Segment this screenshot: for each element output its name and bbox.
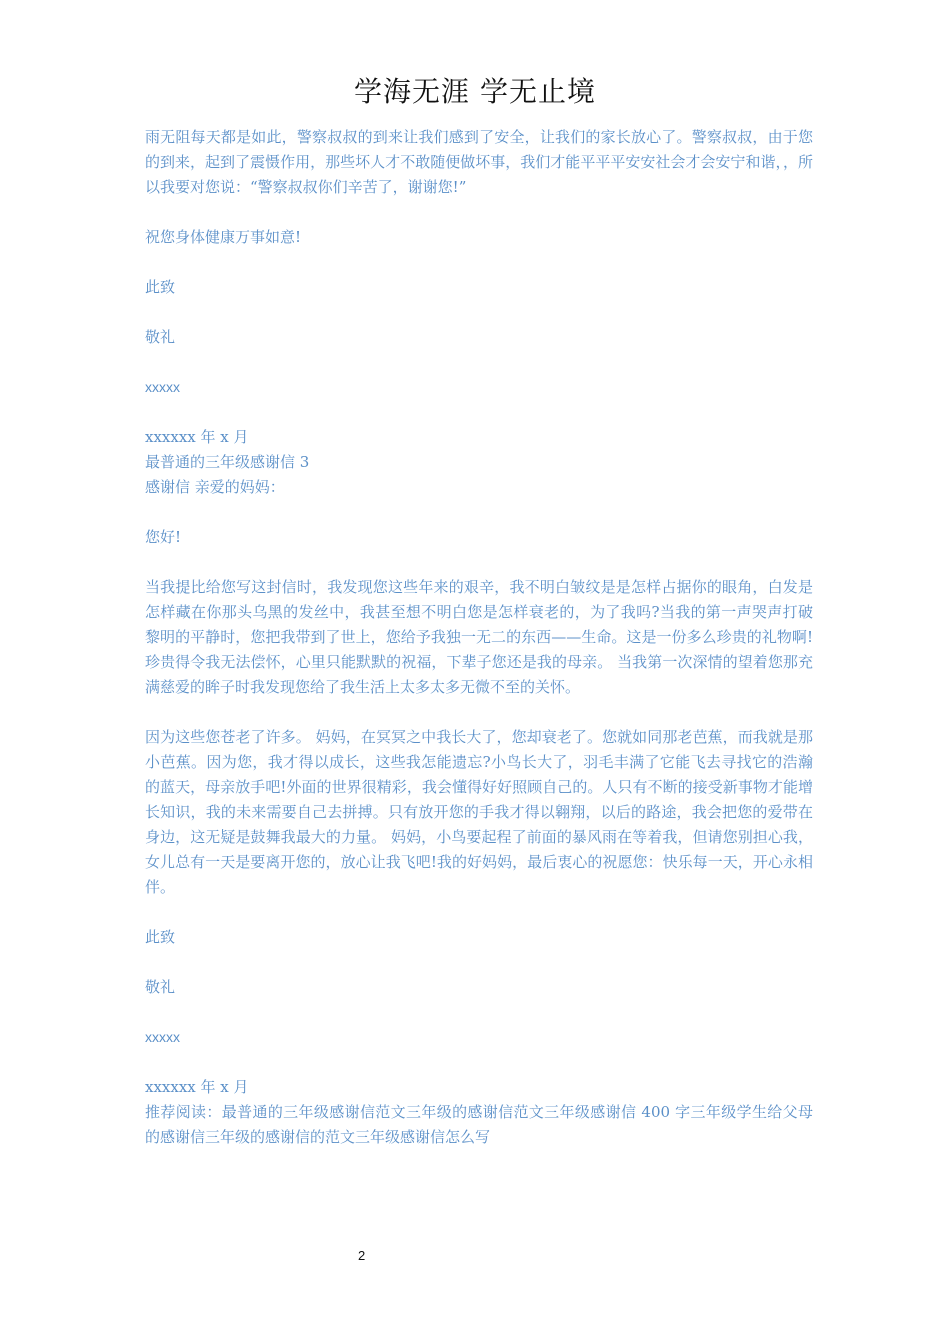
letter-date: xxxxxx 年 x 月	[145, 1078, 249, 1096]
letter-closing-paragraph: 雨无阻每天都是如此，警察叔叔的到来让我们感到了安全，让我们的家长放心了。警察叔叔，由于您的到来，起到了震慑作用，那些坏人才不敢随便做坏事，我们才能平平平安安社会才会安宁和谐，，所以我要对您说：“警察叔叔你们辛苦了，谢谢您!”	[145, 128, 813, 196]
letter-salutation-cizhi: 此致	[145, 928, 176, 946]
page-header-title: 学海无涯 学无止境	[354, 75, 596, 108]
letter-paragraph-1: 当我提比给您写这封信时，我发现您这些年来的艰辛，我不明白皱纹是是怎样占据你的眼角，白发是怎样藏在你那头乌黑的发丝中，我甚至想不明白您是怎样衰老的，为了我吗?当我的第一声哭声打破黎明的平静时，您把我带到了世上，您给予我独一无二的东西——生命。这是一份多么珍贵的礼物啊!珍贵得令我无法偿怀，心里只能默默的祝福，下辈子您还是我的母亲。 当我第一次深情的望着您那充满慈爱的眸子时我发现您给了我生活上太多太多无微不至的关怀。	[145, 578, 813, 696]
letter-salutation-jingli: 敬礼	[145, 328, 176, 346]
letter-wish: 祝您身体健康万事如意!	[145, 228, 302, 246]
section-title: 最普通的三年级感谢信 3	[145, 453, 310, 471]
letter-heading: 感谢信 亲爱的妈妈：	[145, 478, 285, 496]
letter-salutation-cizhi: 此致	[145, 278, 176, 296]
recommended-reading: 推荐阅读：最普通的三年级感谢信范文三年级的感谢信范文三年级感谢信 400 字三年级学生给父母的感谢信三年级的感谢信的范文三年级感谢信怎么写	[145, 1103, 813, 1146]
letter-date: xxxxxx 年 x 月	[145, 428, 249, 446]
letter-signature: xxxxx	[145, 379, 180, 395]
letter-paragraph-2: 因为这些您苍老了许多。 妈妈，在冥冥之中我长大了，您却衰老了。您就如同那老芭蕉，而我就是那小芭蕉。因为您，我才得以成长，这些我怎能遗忘?小鸟长大了，羽毛丰满了它能飞去寻找它的浩瀚的蓝天，母亲放手吧!外面的世界很精彩，我会懂得好好照顾自己的。人只有不断的接受新事物才能增长知识，我的未来需要自己去拼搏。只有放开您的手我才得以翱翔，以后的路途，我会把您的爱带在身边，这无疑是鼓舞我最大的力量。 妈妈，小鸟要起程了前面的暴风雨在等着我，但请您别担心我，女儿总有一天是要离开您的，放心让我飞吧!我的好妈妈，最后衷心的祝愿您：快乐每一天，开心永相伴。	[145, 728, 813, 896]
page-number: 2	[358, 1248, 366, 1263]
letter-salutation-jingli: 敬礼	[145, 978, 176, 996]
letter-greeting: 您好!	[145, 528, 182, 546]
document-body	[145, 125, 813, 1150]
letter-signature: xxxxx	[145, 1029, 180, 1045]
